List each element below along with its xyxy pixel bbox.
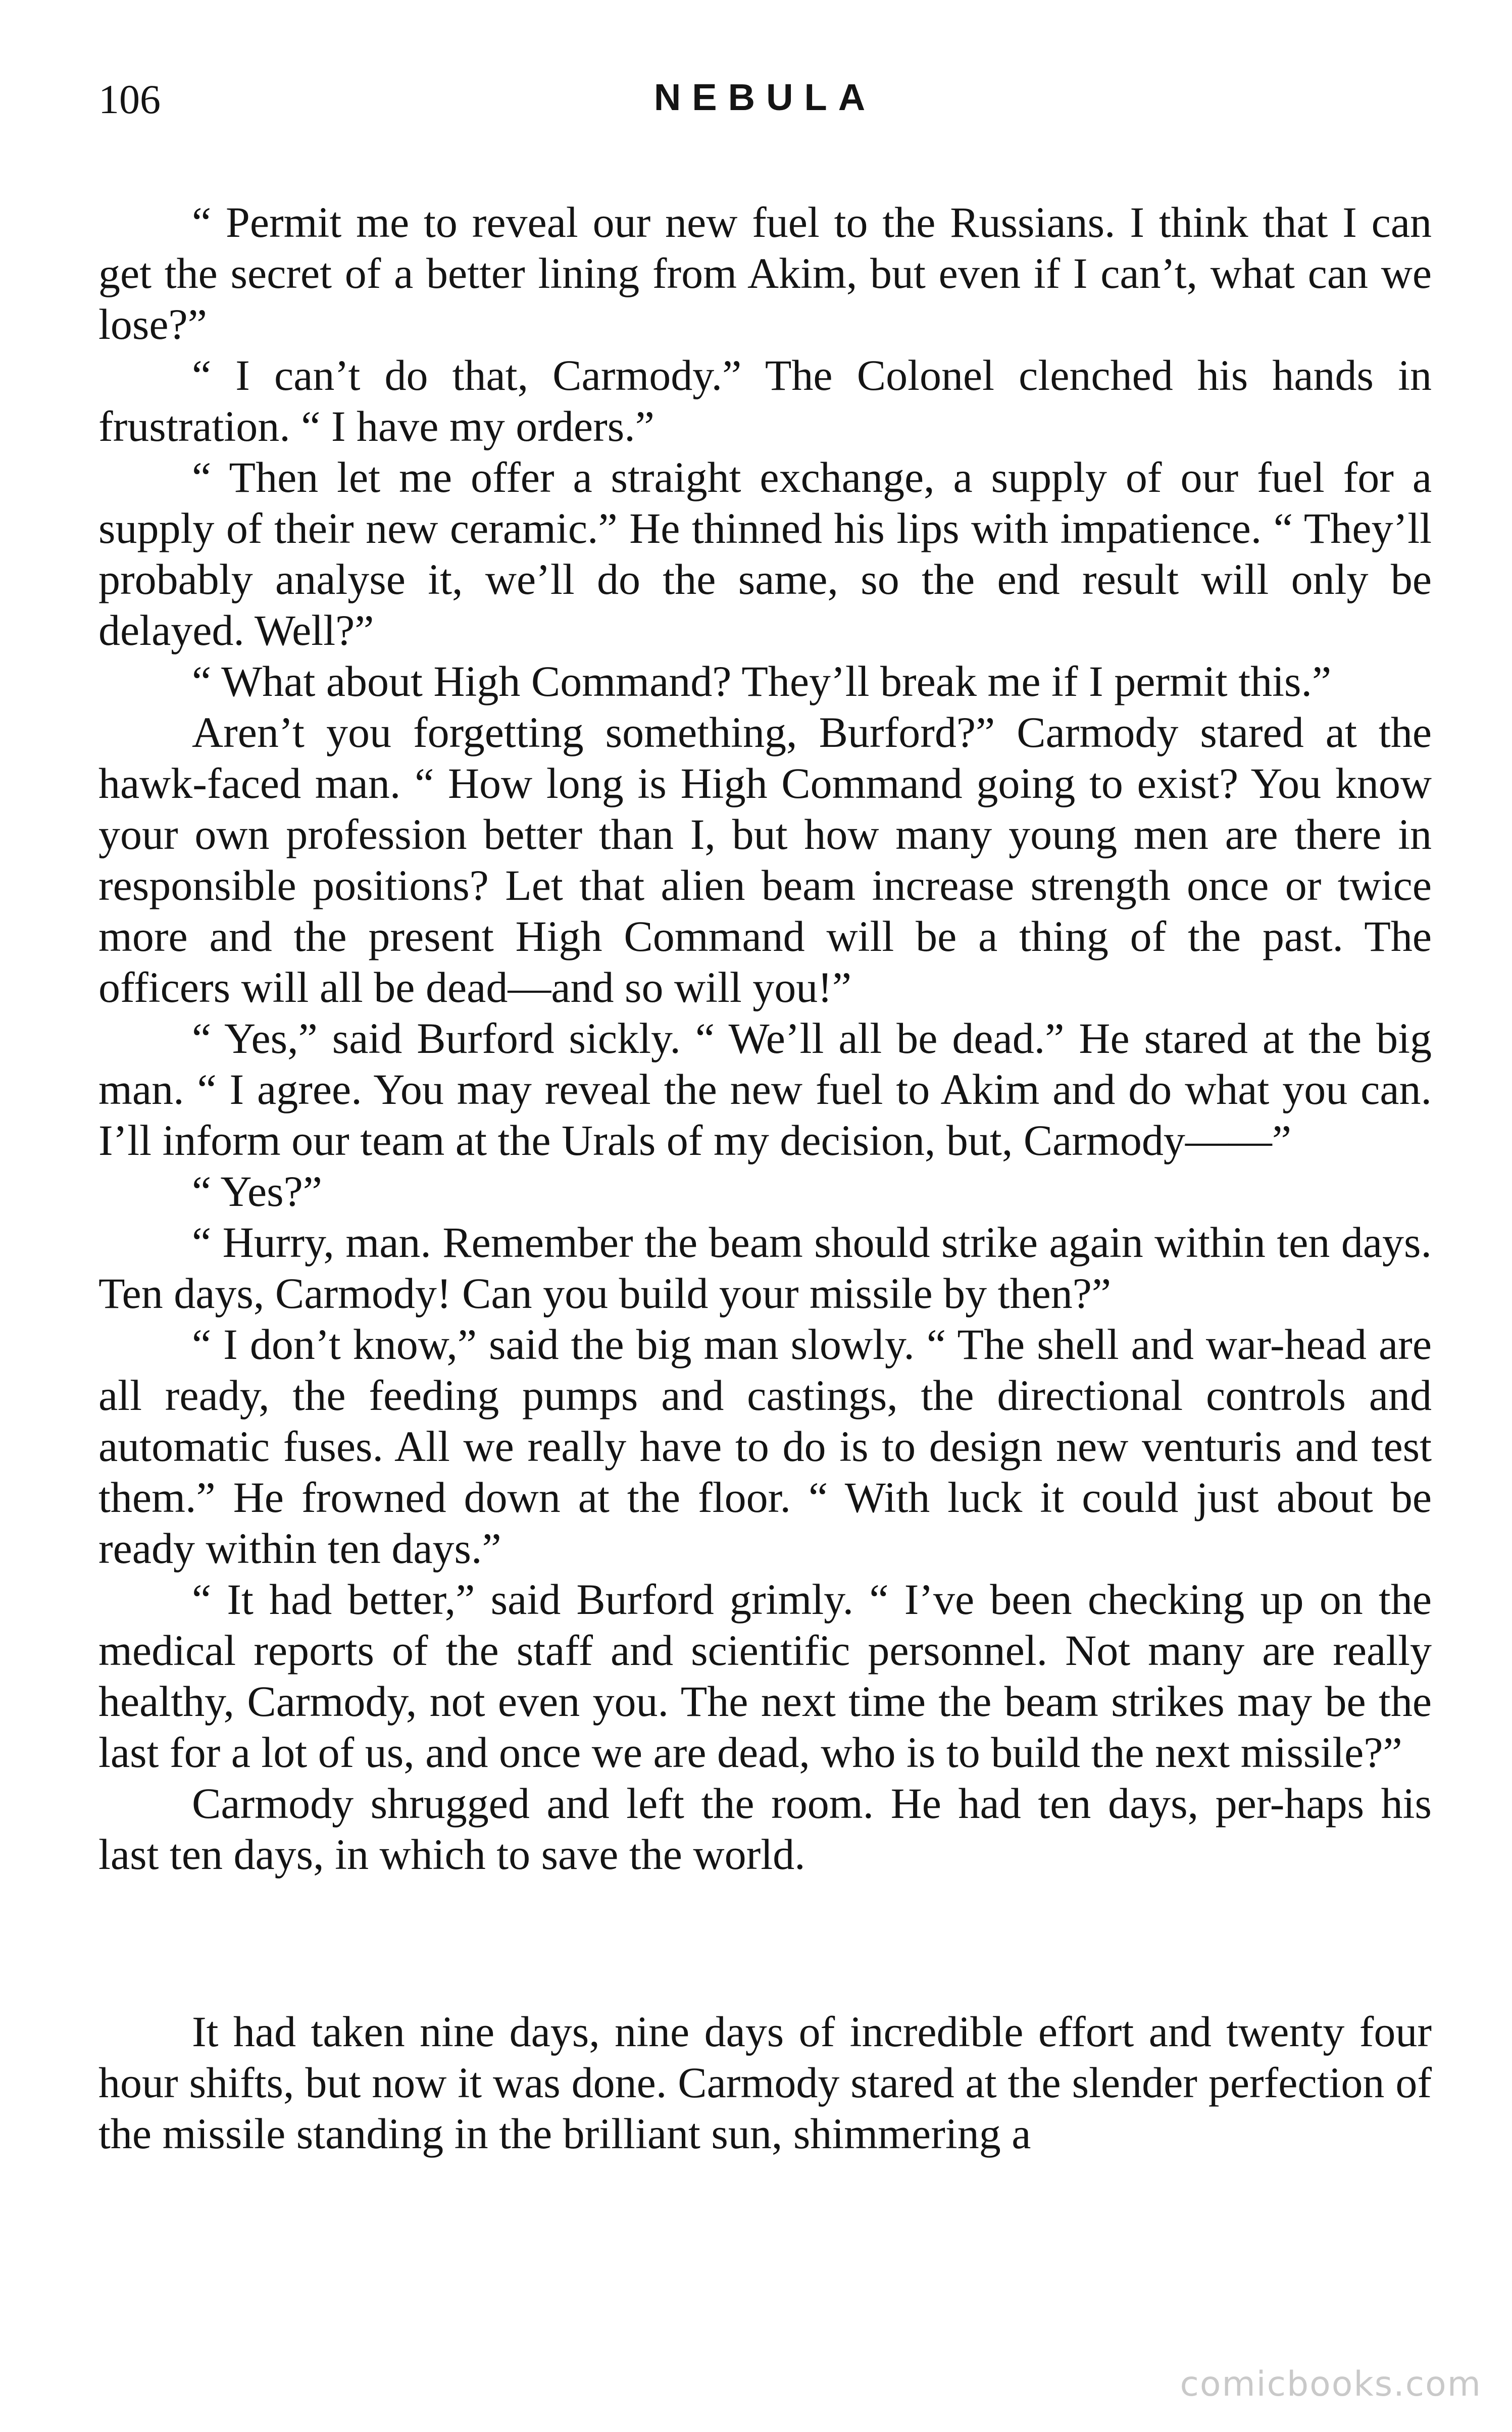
paragraph: It had taken nine days, nine days of incredible effort and twenty four hour shifts, but now it was done. Carmody stared at the slender perfection of the missile standing in the brilliant sun, shimmering a <box>98 2007 1432 2158</box>
paragraph: “ Yes,” said Burford sickly. “ We’ll all be dead.” He stared at the big man. “ I agree. You may reveal the new fuel to Akim and do what you can. I’ll inform our team at the Urals of my decision, but, Carmody——” <box>98 1014 1432 1164</box>
paragraph: “ It had better,” said Burford grimly. “ I’ve been checking up on the medical reports of the staff and scientific personnel. Not many are really healthy, Carmody, not even you. The next time the beam strikes may be the last for a lot of us, and once we are dead, who is to build the next missile?” <box>98 1575 1432 1777</box>
page-number: 106 <box>98 76 161 122</box>
running-head: NEBULA <box>653 76 877 118</box>
paragraph: “ I can’t do that, Carmody.” The Colonel clenched his hands in frustration. “ I have my orders.” <box>98 351 1432 450</box>
paragraph: “ I don’t know,” said the big man slowly. “ The shell and war-head are all ready, the feeding pumps and castings, the directional controls and automatic fuses. All we really have to do is to design new venturis and test them.” He frowned down at the floor. “ With luck it could just about be ready within ten days.” <box>98 1320 1432 1573</box>
body-text <box>98 197 1432 2159</box>
paragraph: “ Hurry, man. Remember the beam should strike again within ten days. Ten days, Carmody! Can you build your missile by then?” <box>98 1218 1432 1318</box>
paragraph: Carmody shrugged and left the room. He had ten days, per-haps his last ten days, in which to save the world. <box>98 1779 1432 1879</box>
paragraph: Aren’t you forgetting something, Burford?” Carmody stared at the hawk-faced man. “ How long is High Command going to exist? You know your own profession better than I, but how many young men are there in responsible positions? Let that alien beam increase strength once or twice more and the present High Command will be a thing of the past. The officers will all be dead—and so will you!” <box>98 708 1432 1011</box>
paragraph: “ Yes?” <box>192 1167 322 1215</box>
scene-break <box>98 1880 1432 2006</box>
paragraph: “ Permit me to reveal our new fuel to the Russians. I think that I can get the secret of a better lining from Akim, but even if I can’t, what can we lose?” <box>98 198 1432 348</box>
paragraph: “ Then let me offer a straight exchange, a supply of our fuel for a supply of their new ceramic.” He thinned his lips with impatience. “ They’ll probably analyse it, we’ll do the same, so the end result will only be delayed. Well?” <box>98 453 1432 654</box>
paragraph: “ What about High Command? They’ll break me if I permit this.” <box>192 657 1332 705</box>
book-page <box>98 76 1432 2159</box>
page-header <box>98 76 1432 131</box>
watermark: comicbooks.com <box>1180 2364 1482 2404</box>
